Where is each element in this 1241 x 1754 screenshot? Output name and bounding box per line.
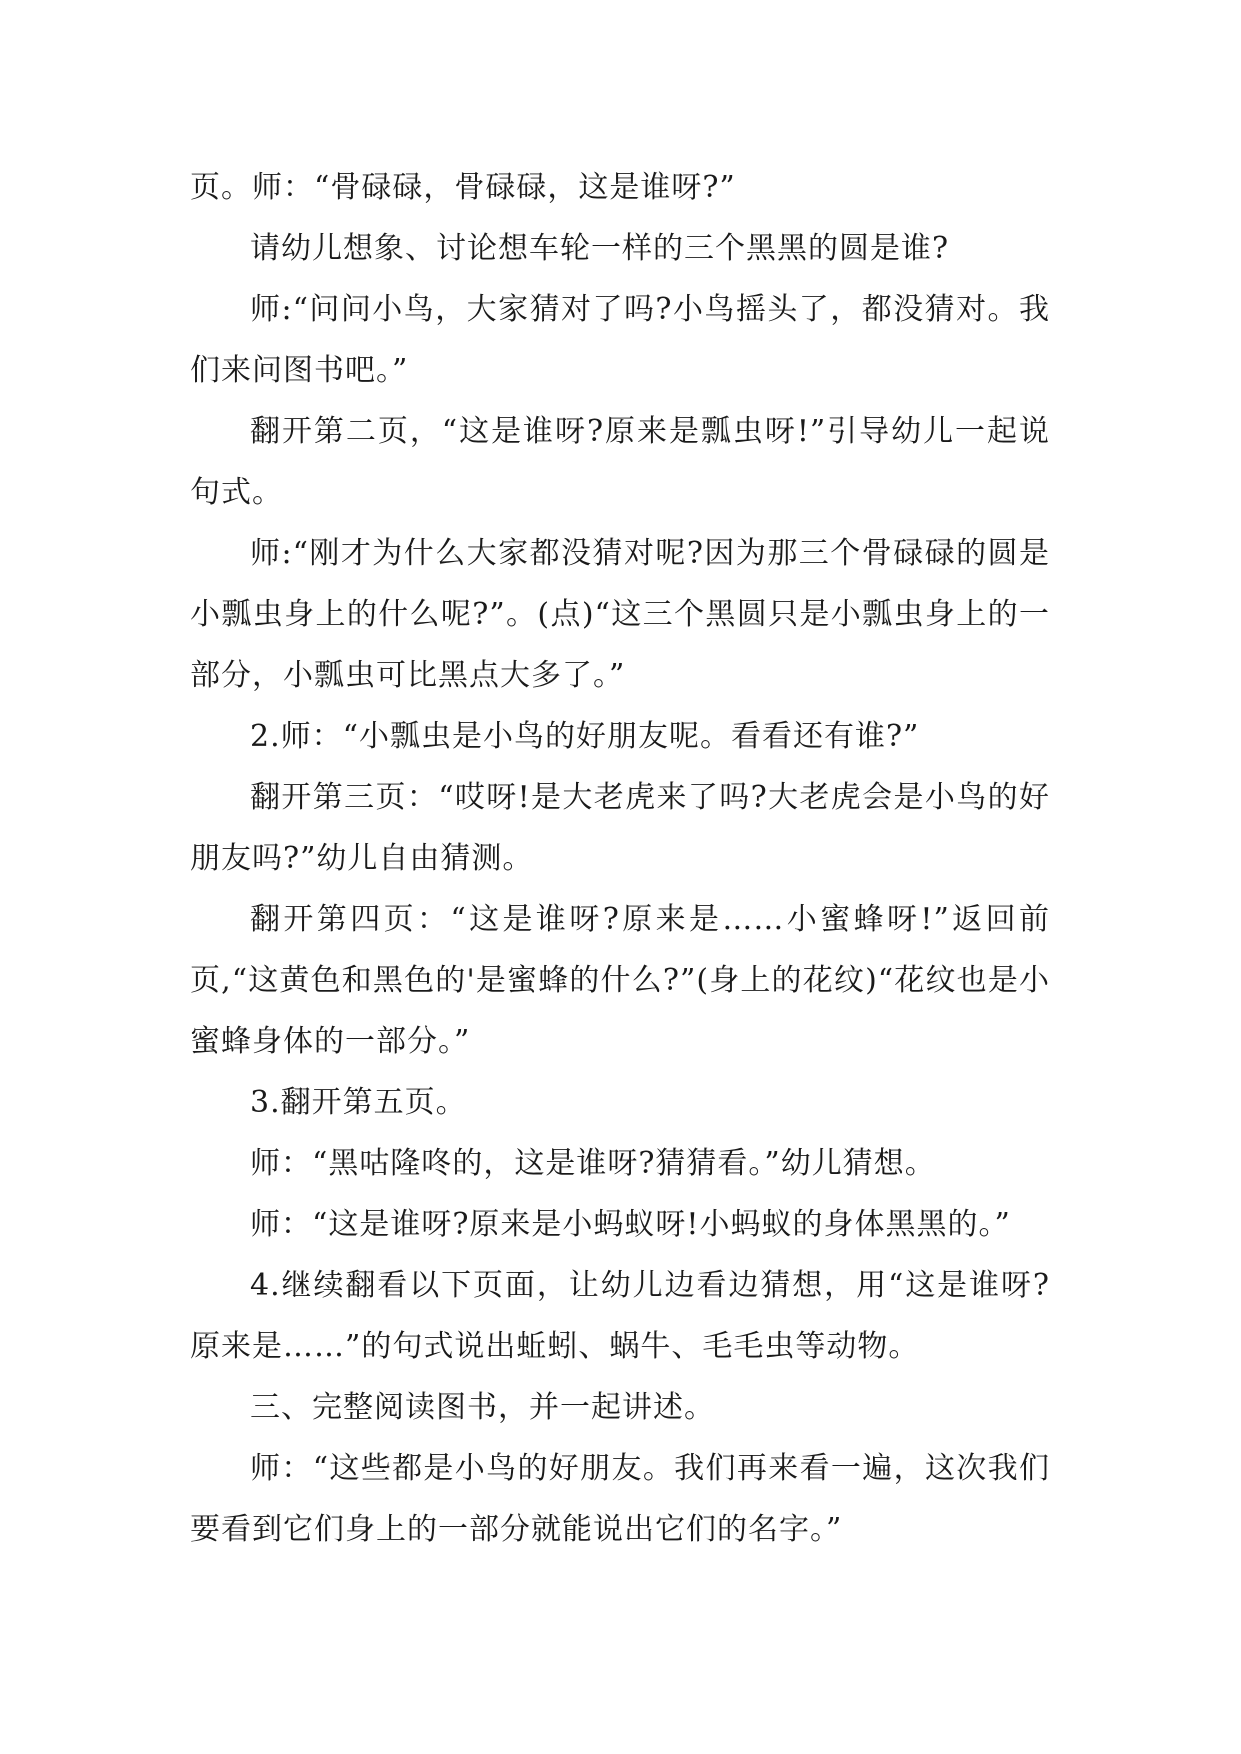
paragraph: 师：“这是谁呀?原来是小蚂蚁呀!小蚂蚁的身体黑黑的。” <box>250 1207 1011 1242</box>
body-text <box>190 157 1050 1560</box>
paragraph: 请幼儿想象、讨论想车轮一样的三个黑黑的圆是谁? <box>250 231 950 266</box>
paragraph: 3.翻开第五页。 <box>250 1085 467 1120</box>
paragraph: 师:“刚才为什么大家都没猜对呢?因为那三个骨碌碌的圆是小瓢虫身上的什么呢?”。(点)“这三个黑圆只是小瓢虫身上的一部分，小瓢虫可比黑点大多了。” <box>190 536 1050 693</box>
paragraph: 师：“黑咕隆咚的，这是谁呀?猜猜看。”幼儿猜想。 <box>250 1146 936 1181</box>
paragraph-continuation: 页。师：“骨碌碌，骨碌碌，这是谁呀?” <box>190 170 736 205</box>
paragraph: 翻开第四页：“这是谁呀?原来是……小蜜蜂呀!”返回前页,“这黄色和黑色的'是蜜蜂的什么?”(身上的花纹)“花纹也是小蜜蜂身体的一部分。” <box>190 902 1050 1059</box>
paragraph: 2.师：“小瓢虫是小鸟的好朋友呢。看看还有谁?” <box>250 719 920 754</box>
paragraph: 翻开第二页，“这是谁呀?原来是瓢虫呀!”引导幼儿一起说句式。 <box>190 414 1050 510</box>
paragraph: 翻开第三页：“哎呀!是大老虎来了吗?大老虎会是小鸟的好朋友吗?”幼儿自由猜测。 <box>190 780 1050 876</box>
paragraph: 师：“这些都是小鸟的好朋友。我们再来看一遍，这次我们要看到它们身上的一部分就能说出它们的名字。” <box>190 1451 1050 1547</box>
paragraph: 4.继续翻看以下页面，让幼儿边看边猜想，用“这是谁呀?原来是……”的句式说出蚯蚓、蜗牛、毛毛虫等动物。 <box>190 1268 1050 1364</box>
paragraph: 师:“问问小鸟，大家猜对了吗?小鸟摇头了，都没猜对。我们来问图书吧。” <box>190 292 1050 388</box>
paragraph: 三、完整阅读图书，并一起讲述。 <box>250 1390 715 1425</box>
